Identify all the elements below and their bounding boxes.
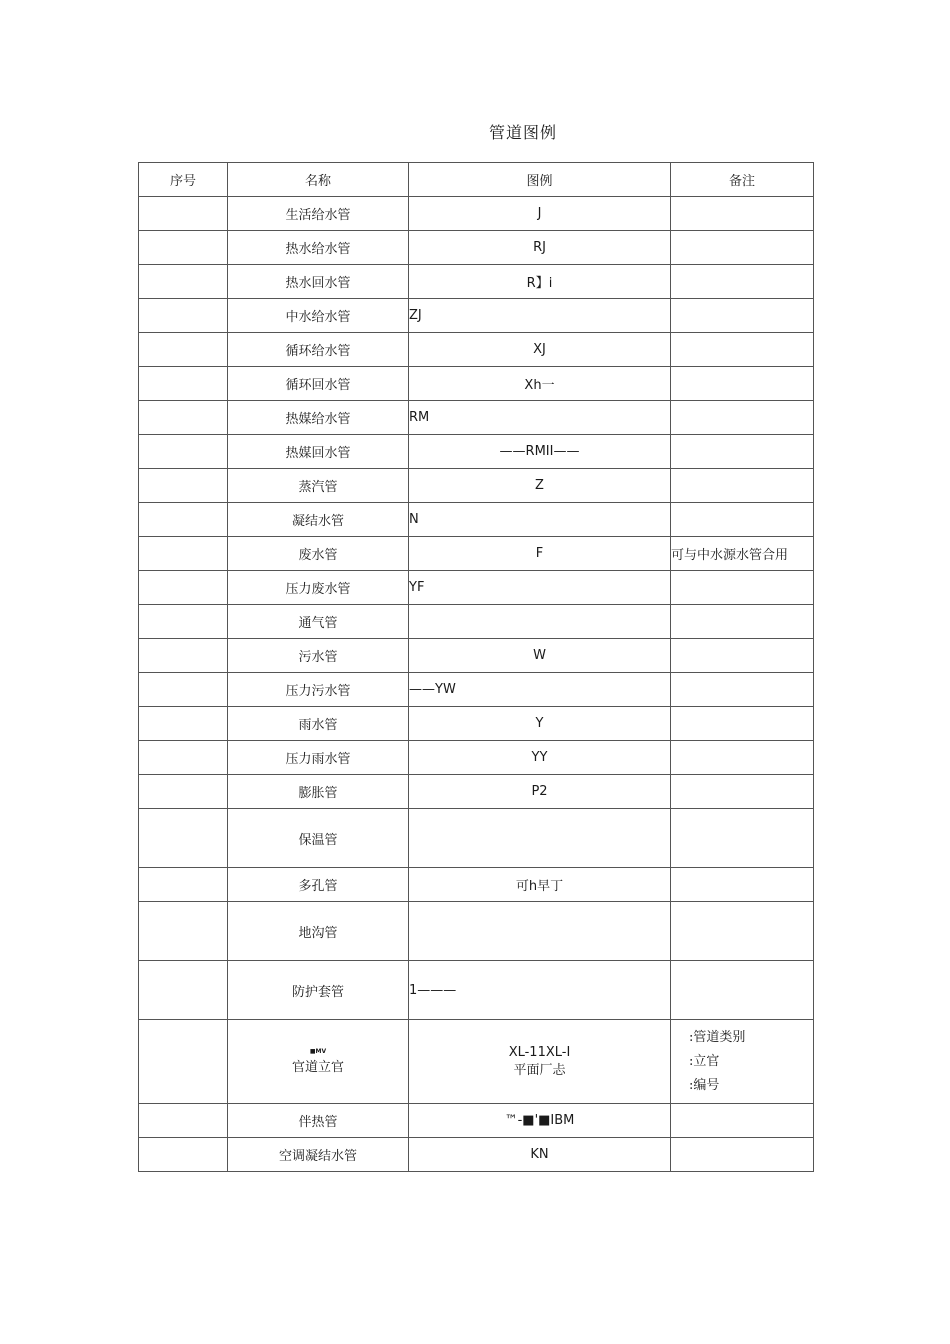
riser-tiny-label: ■MV [309,1048,327,1055]
table-row [139,961,814,1020]
row-symbol: KN [409,1138,671,1172]
table-row [139,1104,814,1138]
row-note [671,435,814,469]
row-no [139,961,228,1020]
row-note [671,231,814,265]
row-symbol: Y [409,707,671,741]
row-note [671,503,814,537]
row-symbol [409,1020,671,1104]
row-no [139,401,228,435]
riser-name: 官道立官 [291,1060,344,1075]
table-row-riser [139,1020,814,1104]
row-symbol: W [409,639,671,673]
row-no [139,639,228,673]
row-no [139,1138,228,1172]
row-no [139,435,228,469]
row-symbol: ™-■'■IBM [409,1104,671,1138]
row-name: 地沟管 [228,902,409,961]
row-name: 循环回水管 [228,367,409,401]
row-symbol: 1——— [409,961,671,1020]
row-no [139,673,228,707]
row-note [671,605,814,639]
row-no [139,902,228,961]
row-note [671,673,814,707]
row-note [671,1138,814,1172]
row-name: 循环给水管 [228,333,409,367]
row-name: 压力废水管 [228,571,409,605]
row-symbol [409,902,671,961]
row-no [139,367,228,401]
table-row [139,775,814,809]
riser-note-riser: :立官 [689,1053,720,1069]
row-note [671,1020,814,1104]
row-note: 可与中水源水管合用 [671,537,814,571]
row-name: 热水给水管 [228,231,409,265]
row-note [671,707,814,741]
row-name: 膨胀管 [228,775,409,809]
row-name: 生活给水管 [228,197,409,231]
row-symbol: Z [409,469,671,503]
row-name: 防护套管 [228,961,409,1020]
row-symbol: YF [409,571,671,605]
row-symbol: 可h早丁 [409,868,671,902]
row-symbol: RM [409,401,671,435]
table-header-row [139,163,814,197]
page-title: 管道图例 [488,123,557,142]
row-note [671,265,814,299]
row-name: 中水给水管 [228,299,409,333]
row-note [671,775,814,809]
row-no [139,299,228,333]
table-row [139,673,814,707]
row-note [671,571,814,605]
table-row [139,537,814,571]
row-note [671,1104,814,1138]
header-name: 名称 [228,163,409,197]
row-no [139,469,228,503]
table-row [139,639,814,673]
row-no [139,571,228,605]
table-row [139,231,814,265]
table-row [139,333,814,367]
row-name: 热媒回水管 [228,435,409,469]
table-row [139,265,814,299]
row-note [671,333,814,367]
riser-note-category: :管道类别 [689,1029,746,1045]
row-no [139,707,228,741]
row-symbol: ——YW [409,673,671,707]
row-symbol [409,605,671,639]
row-note [671,868,814,902]
table-row [139,605,814,639]
row-name: 热媒给水管 [228,401,409,435]
row-symbol: ——RMII—— [409,435,671,469]
riser-note-number: :编号 [689,1077,720,1093]
row-note [671,902,814,961]
row-symbol: XJ [409,333,671,367]
row-symbol: F [409,537,671,571]
table-row [139,868,814,902]
row-symbol: YY [409,741,671,775]
table-row [139,707,814,741]
row-name [228,1020,409,1104]
row-symbol: ZJ [409,299,671,333]
row-name: 热水回水管 [228,265,409,299]
row-no [139,775,228,809]
pipe-legend-table [138,162,814,1172]
row-name: 保温管 [228,809,409,868]
row-note [671,639,814,673]
header-note: 备注 [671,163,814,197]
row-name: 废水管 [228,537,409,571]
table-row [139,503,814,537]
row-note [671,197,814,231]
header-symbol: 图例 [409,163,671,197]
table-row [139,902,814,961]
row-name: 污水管 [228,639,409,673]
row-no [139,1104,228,1138]
row-name: 压力雨水管 [228,741,409,775]
row-note [671,401,814,435]
row-note [671,299,814,333]
row-name: 空调凝结水管 [228,1138,409,1172]
table-row [139,571,814,605]
row-symbol: RJ [409,231,671,265]
row-name: 压力污水管 [228,673,409,707]
table-row [139,367,814,401]
row-no [139,605,228,639]
row-name: 蒸汽管 [228,469,409,503]
header-no: 序号 [139,163,228,197]
row-note [671,809,814,868]
row-symbol: R】i [409,265,671,299]
row-note [671,961,814,1020]
row-note [671,469,814,503]
row-name: 雨水管 [228,707,409,741]
row-name: 通气管 [228,605,409,639]
row-symbol: Xh一 [409,367,671,401]
row-no [139,809,228,868]
table-row [139,741,814,775]
row-symbol: P2 [409,775,671,809]
row-symbol: J [409,197,671,231]
row-no [139,231,228,265]
row-name: 伴热管 [228,1104,409,1138]
table-row [139,299,814,333]
row-note [671,367,814,401]
table-row [139,435,814,469]
table-row [139,1138,814,1172]
table-row [139,401,814,435]
row-no [139,868,228,902]
row-no [139,741,228,775]
row-note [671,741,814,775]
row-name: 多孔管 [228,868,409,902]
row-no [139,197,228,231]
row-no [139,503,228,537]
table-row [139,469,814,503]
row-symbol [409,809,671,868]
row-no [139,1020,228,1104]
row-name: 凝结水管 [228,503,409,537]
table-row [139,809,814,868]
row-no [139,265,228,299]
row-no [139,333,228,367]
table-row [139,197,814,231]
riser-symbol-line1: XL-11XL-I [508,1044,571,1060]
riser-symbol-line2: 平面厂忐 [513,1062,566,1078]
row-no [139,537,228,571]
row-symbol: N [409,503,671,537]
